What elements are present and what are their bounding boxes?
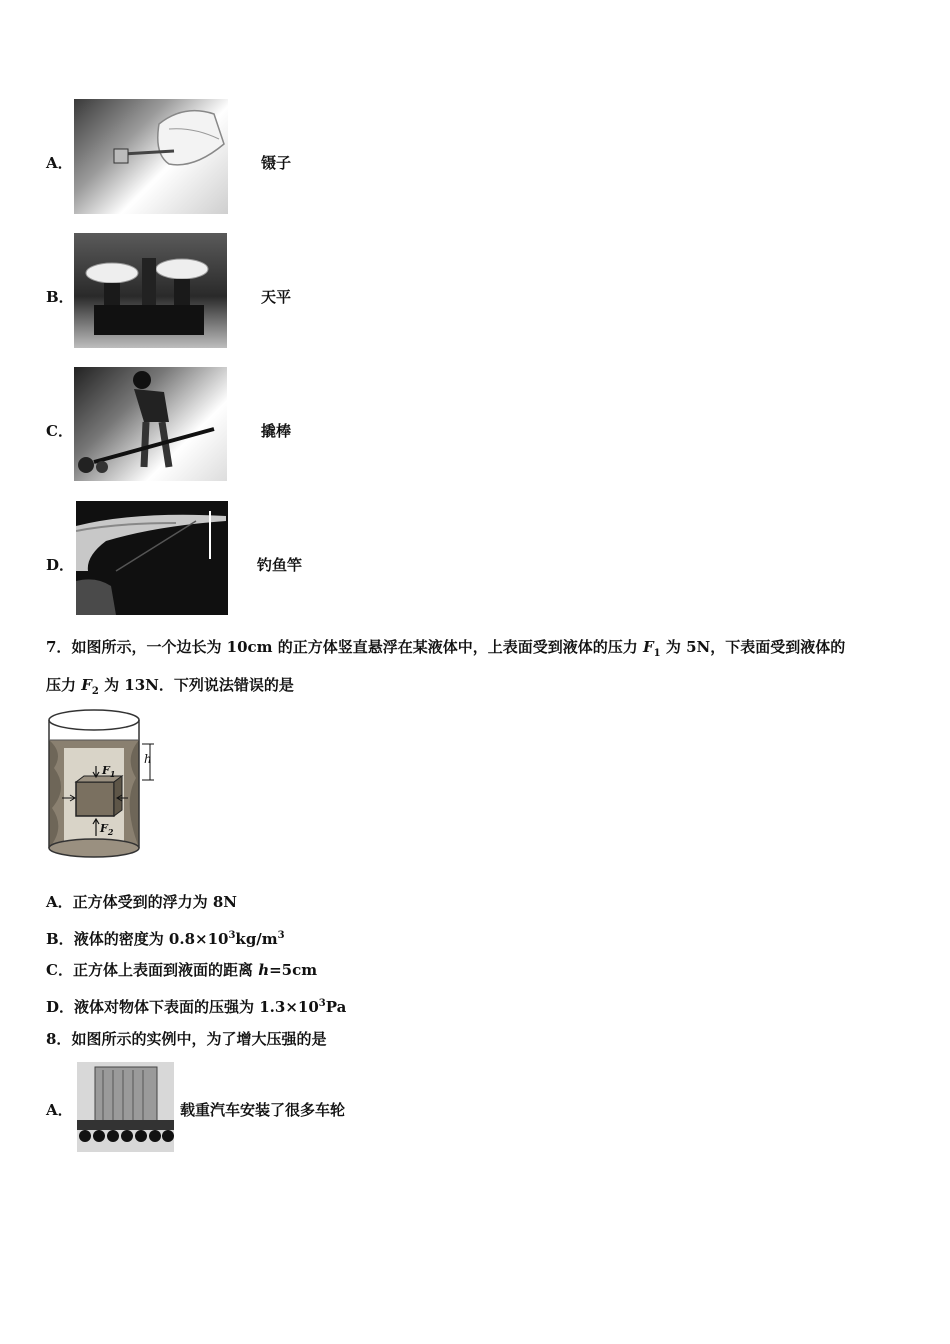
truck-photo-icon [77, 1062, 174, 1152]
q7-option-a: A．正方体受到的浮力为 8N [46, 893, 238, 911]
q8-question: 8．如图所示的实例中，为了增大压强的是 [46, 1030, 327, 1048]
q7-text-2a: 压力 [46, 676, 82, 694]
option-d-caption: 钓鱼竿 [257, 556, 303, 574]
q7-number: 7． [46, 638, 72, 656]
tweezers-photo-icon [74, 99, 228, 214]
fishing-rod-photo-icon [76, 501, 228, 615]
q7-option-b: B．液体的密度为 $0.8\times 10^3kg/m^3$ [46, 930, 285, 948]
q7-option-c: C．正方体上表面到液面的距离 h=5cm [46, 961, 318, 979]
q7-f1-symbol: F [643, 638, 654, 656]
option-b-caption: 天平 [261, 288, 292, 306]
option-a-letter: A． [46, 154, 73, 172]
option-a-caption: 镊子 [261, 154, 292, 172]
q7-line-2 [46, 675, 294, 702]
q7-line-1 [46, 637, 916, 664]
q7-option-d: D．液体对物体下表面的压强为 $1.3\times 10^3Pa$ [46, 998, 347, 1016]
balance-photo-icon [74, 233, 227, 348]
q7-f2-symbol: F [81, 676, 92, 694]
cylinder-diagram [44, 708, 160, 860]
q8-option-a-caption: 载重汽车安装了很多车轮 [180, 1101, 346, 1119]
option-c-letter: C． [46, 422, 73, 440]
figure-h-label: h [144, 752, 152, 766]
option-b-letter: B． [46, 288, 74, 306]
figure-f1-label: $F_1$ [102, 764, 116, 780]
q7-f2-sub: 2 [91, 686, 99, 697]
q8-option-a-letter: A． [46, 1101, 73, 1119]
figure-f2-label: $F_2$ [100, 822, 114, 838]
option-c-caption: 撬棒 [261, 422, 292, 440]
q7-text-2b: 为 13N．下列说法错误的是 [98, 676, 294, 694]
q7-text-1b: 为 5N，下表面受到液体的 [660, 638, 846, 656]
crowbar-photo-icon [74, 367, 227, 481]
q7-text-1a: 如图所示，一个边长为 10cm 的正方体竖直悬浮在某液体中，上表面受到液体的压力 [71, 638, 643, 656]
option-d-letter: D． [46, 556, 75, 574]
cylinder-cube-figure [44, 708, 160, 860]
q7-f1-sub: 1 [653, 648, 661, 659]
